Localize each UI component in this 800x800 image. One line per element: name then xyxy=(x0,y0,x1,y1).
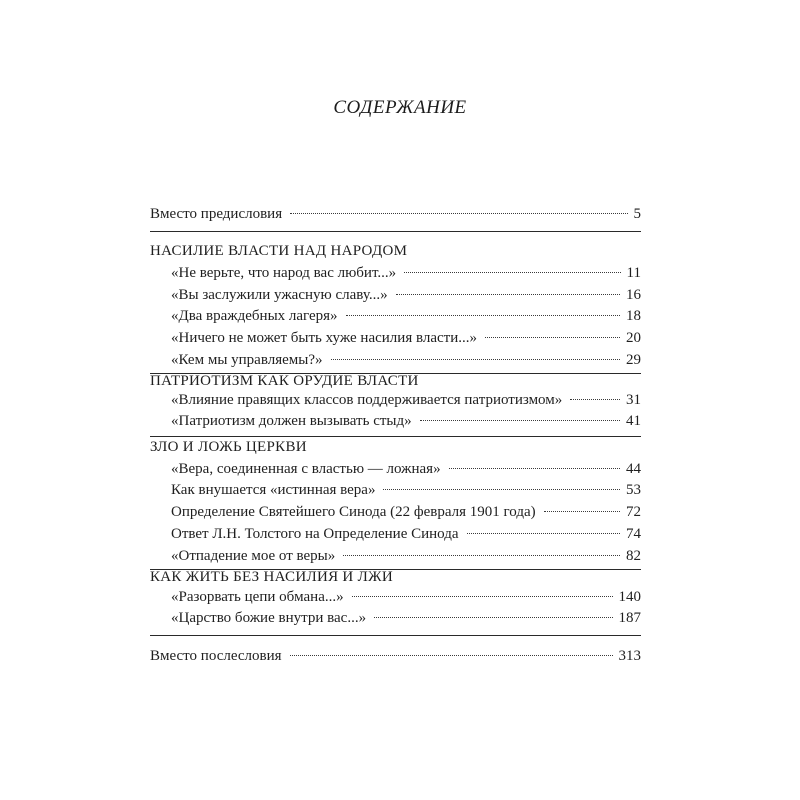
toc-entry-title: Как внушается «истинная вера» xyxy=(171,482,376,498)
leader-dots xyxy=(290,655,613,656)
toc-entry-page: 5 xyxy=(633,206,641,222)
toc-entry-page: 53 xyxy=(626,482,641,498)
toc-entry-title: «Два враждебных лагеря» xyxy=(171,308,338,324)
toc-entry-title: Вместо послесловия xyxy=(150,648,282,664)
section-heading: ЗЛО И ЛОЖЬ ЦЕРКВИ xyxy=(150,439,307,455)
toc-entry xyxy=(171,349,641,371)
toc-entry-page: 187 xyxy=(618,610,641,626)
toc-entry-page: 29 xyxy=(626,352,641,368)
toc-entry-page: 82 xyxy=(626,548,641,564)
toc-entry-page: 41 xyxy=(626,413,641,429)
toc-entry xyxy=(171,410,641,432)
toc-entry-page: 18 xyxy=(626,308,641,324)
section-divider xyxy=(150,231,641,232)
leader-dots xyxy=(374,617,612,618)
leader-dots xyxy=(420,420,620,421)
toc-entry-page: 11 xyxy=(626,265,641,281)
leader-dots xyxy=(404,272,620,273)
toc-entry xyxy=(171,262,641,284)
toc-entry-page: 20 xyxy=(626,330,641,346)
toc-entry-page: 16 xyxy=(626,287,641,303)
section-heading: НАСИЛИЕ ВЛАСТИ НАД НАРОДОМ xyxy=(150,243,408,259)
toc-entry-page: 72 xyxy=(626,504,641,520)
toc-entry-page: 140 xyxy=(618,589,641,605)
leader-dots xyxy=(346,315,620,316)
leader-dots xyxy=(331,359,621,360)
toc-entry-title: Ответ Л.Н. Толстого на Определение Синода xyxy=(171,526,459,542)
toc-entry xyxy=(171,458,641,480)
toc-entry-page: 313 xyxy=(618,648,641,664)
toc-entry xyxy=(171,523,641,545)
leader-dots xyxy=(485,337,620,338)
toc-entry-preface xyxy=(150,203,641,225)
toc-entry xyxy=(171,389,641,411)
section-divider xyxy=(150,635,641,636)
toc-entry-afterword xyxy=(150,645,641,667)
toc-entry-page: 74 xyxy=(626,526,641,542)
leader-dots xyxy=(352,596,613,597)
toc-entry-title: «Не верьте, что народ вас любит...» xyxy=(171,265,397,281)
leader-dots xyxy=(290,213,627,214)
leader-dots xyxy=(343,555,620,556)
toc-entry xyxy=(171,607,641,629)
toc-entry-title: «Патриотизм должен вызывать стыд» xyxy=(171,413,412,429)
toc-entry xyxy=(171,501,641,523)
section-heading: ПАТРИОТИЗМ КАК ОРУДИЕ ВЛАСТИ xyxy=(150,373,419,389)
section-heading: КАК ЖИТЬ БЕЗ НАСИЛИЯ И ЛЖИ xyxy=(150,569,393,585)
toc-entry-title: «Кем мы управляемы?» xyxy=(171,352,323,368)
toc-entry xyxy=(171,479,641,501)
leader-dots xyxy=(383,489,620,490)
toc-entry xyxy=(171,327,641,349)
leader-dots xyxy=(449,468,620,469)
toc-entry-title: Вместо предисловия xyxy=(150,206,283,222)
page-title: СОДЕРЖАНИЕ xyxy=(333,97,467,118)
toc-entry-title: «Вы заслужили ужасную славу...» xyxy=(171,287,388,303)
toc-entry xyxy=(171,586,641,608)
leader-dots xyxy=(570,399,620,400)
toc-entry xyxy=(171,305,641,327)
toc-entry-page: 44 xyxy=(626,461,641,477)
toc-entry-title: Определение Святейшего Синода (22 февраля 1901 года) xyxy=(171,504,536,520)
toc-entry-title: «Разорвать цепи обмана...» xyxy=(171,589,344,605)
leader-dots xyxy=(544,511,620,512)
leader-dots xyxy=(396,294,620,295)
toc-entry-page: 31 xyxy=(626,392,641,408)
toc-entry xyxy=(171,545,641,567)
toc-entry-title: «Ничего не может быть хуже насилия власти...» xyxy=(171,330,477,346)
leader-dots xyxy=(467,533,620,534)
toc-entry-title: «Отпадение мое от веры» xyxy=(171,548,336,564)
toc-entry-title: «Царство божие внутри вас...» xyxy=(171,610,367,626)
toc-entry-title: «Вера, соединенная с властью — ложная» xyxy=(171,461,441,477)
toc-entry-title: «Влияние правящих классов поддерживается патриотизмом» xyxy=(171,392,563,408)
toc-entry xyxy=(171,284,641,306)
